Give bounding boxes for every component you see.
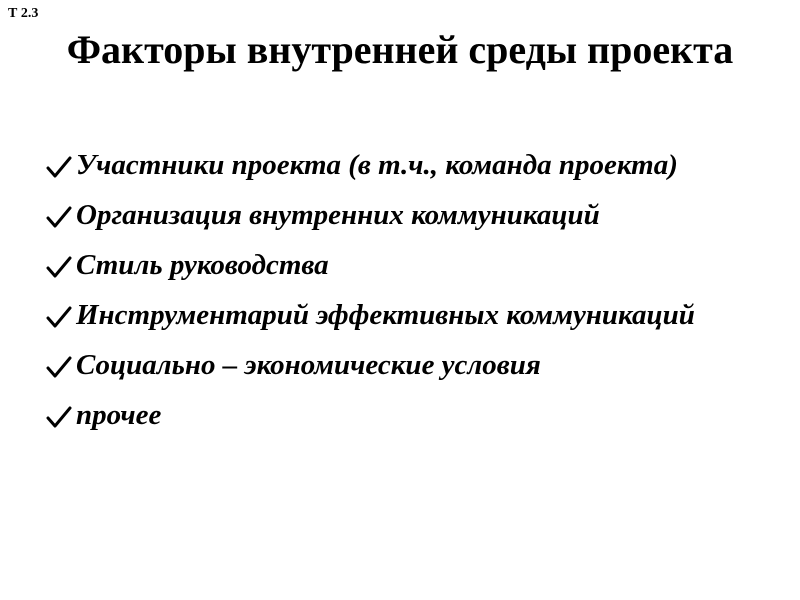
list-item-text: Социально – экономические условия (76, 349, 541, 381)
checkmark-icon (46, 305, 72, 329)
checkmark-icon (46, 205, 72, 229)
checkmark-icon (46, 355, 72, 379)
list-item (46, 246, 766, 284)
list-item-text: Участники проекта (в т.ч., команда проекта) (76, 149, 678, 181)
checkmark-icon (46, 255, 72, 279)
list-item (46, 346, 766, 384)
list-item-text: прочее (76, 399, 162, 431)
checkmark-icon (46, 155, 72, 179)
list-item (46, 296, 766, 334)
list-item (46, 196, 766, 234)
checkmark-icon (46, 405, 72, 429)
list-item (46, 146, 766, 184)
list-item-text: Стиль руководства (76, 249, 329, 281)
list-item-text: Инструментарий эффективных коммуникаций (76, 299, 695, 331)
bullet-list (46, 146, 766, 446)
list-item-text: Организация внутренних коммуникаций (76, 199, 600, 231)
page-title: Факторы внутренней среды проекта (66, 27, 734, 72)
list-item (46, 396, 766, 434)
slide-tag: Т 2.3 (8, 6, 39, 21)
